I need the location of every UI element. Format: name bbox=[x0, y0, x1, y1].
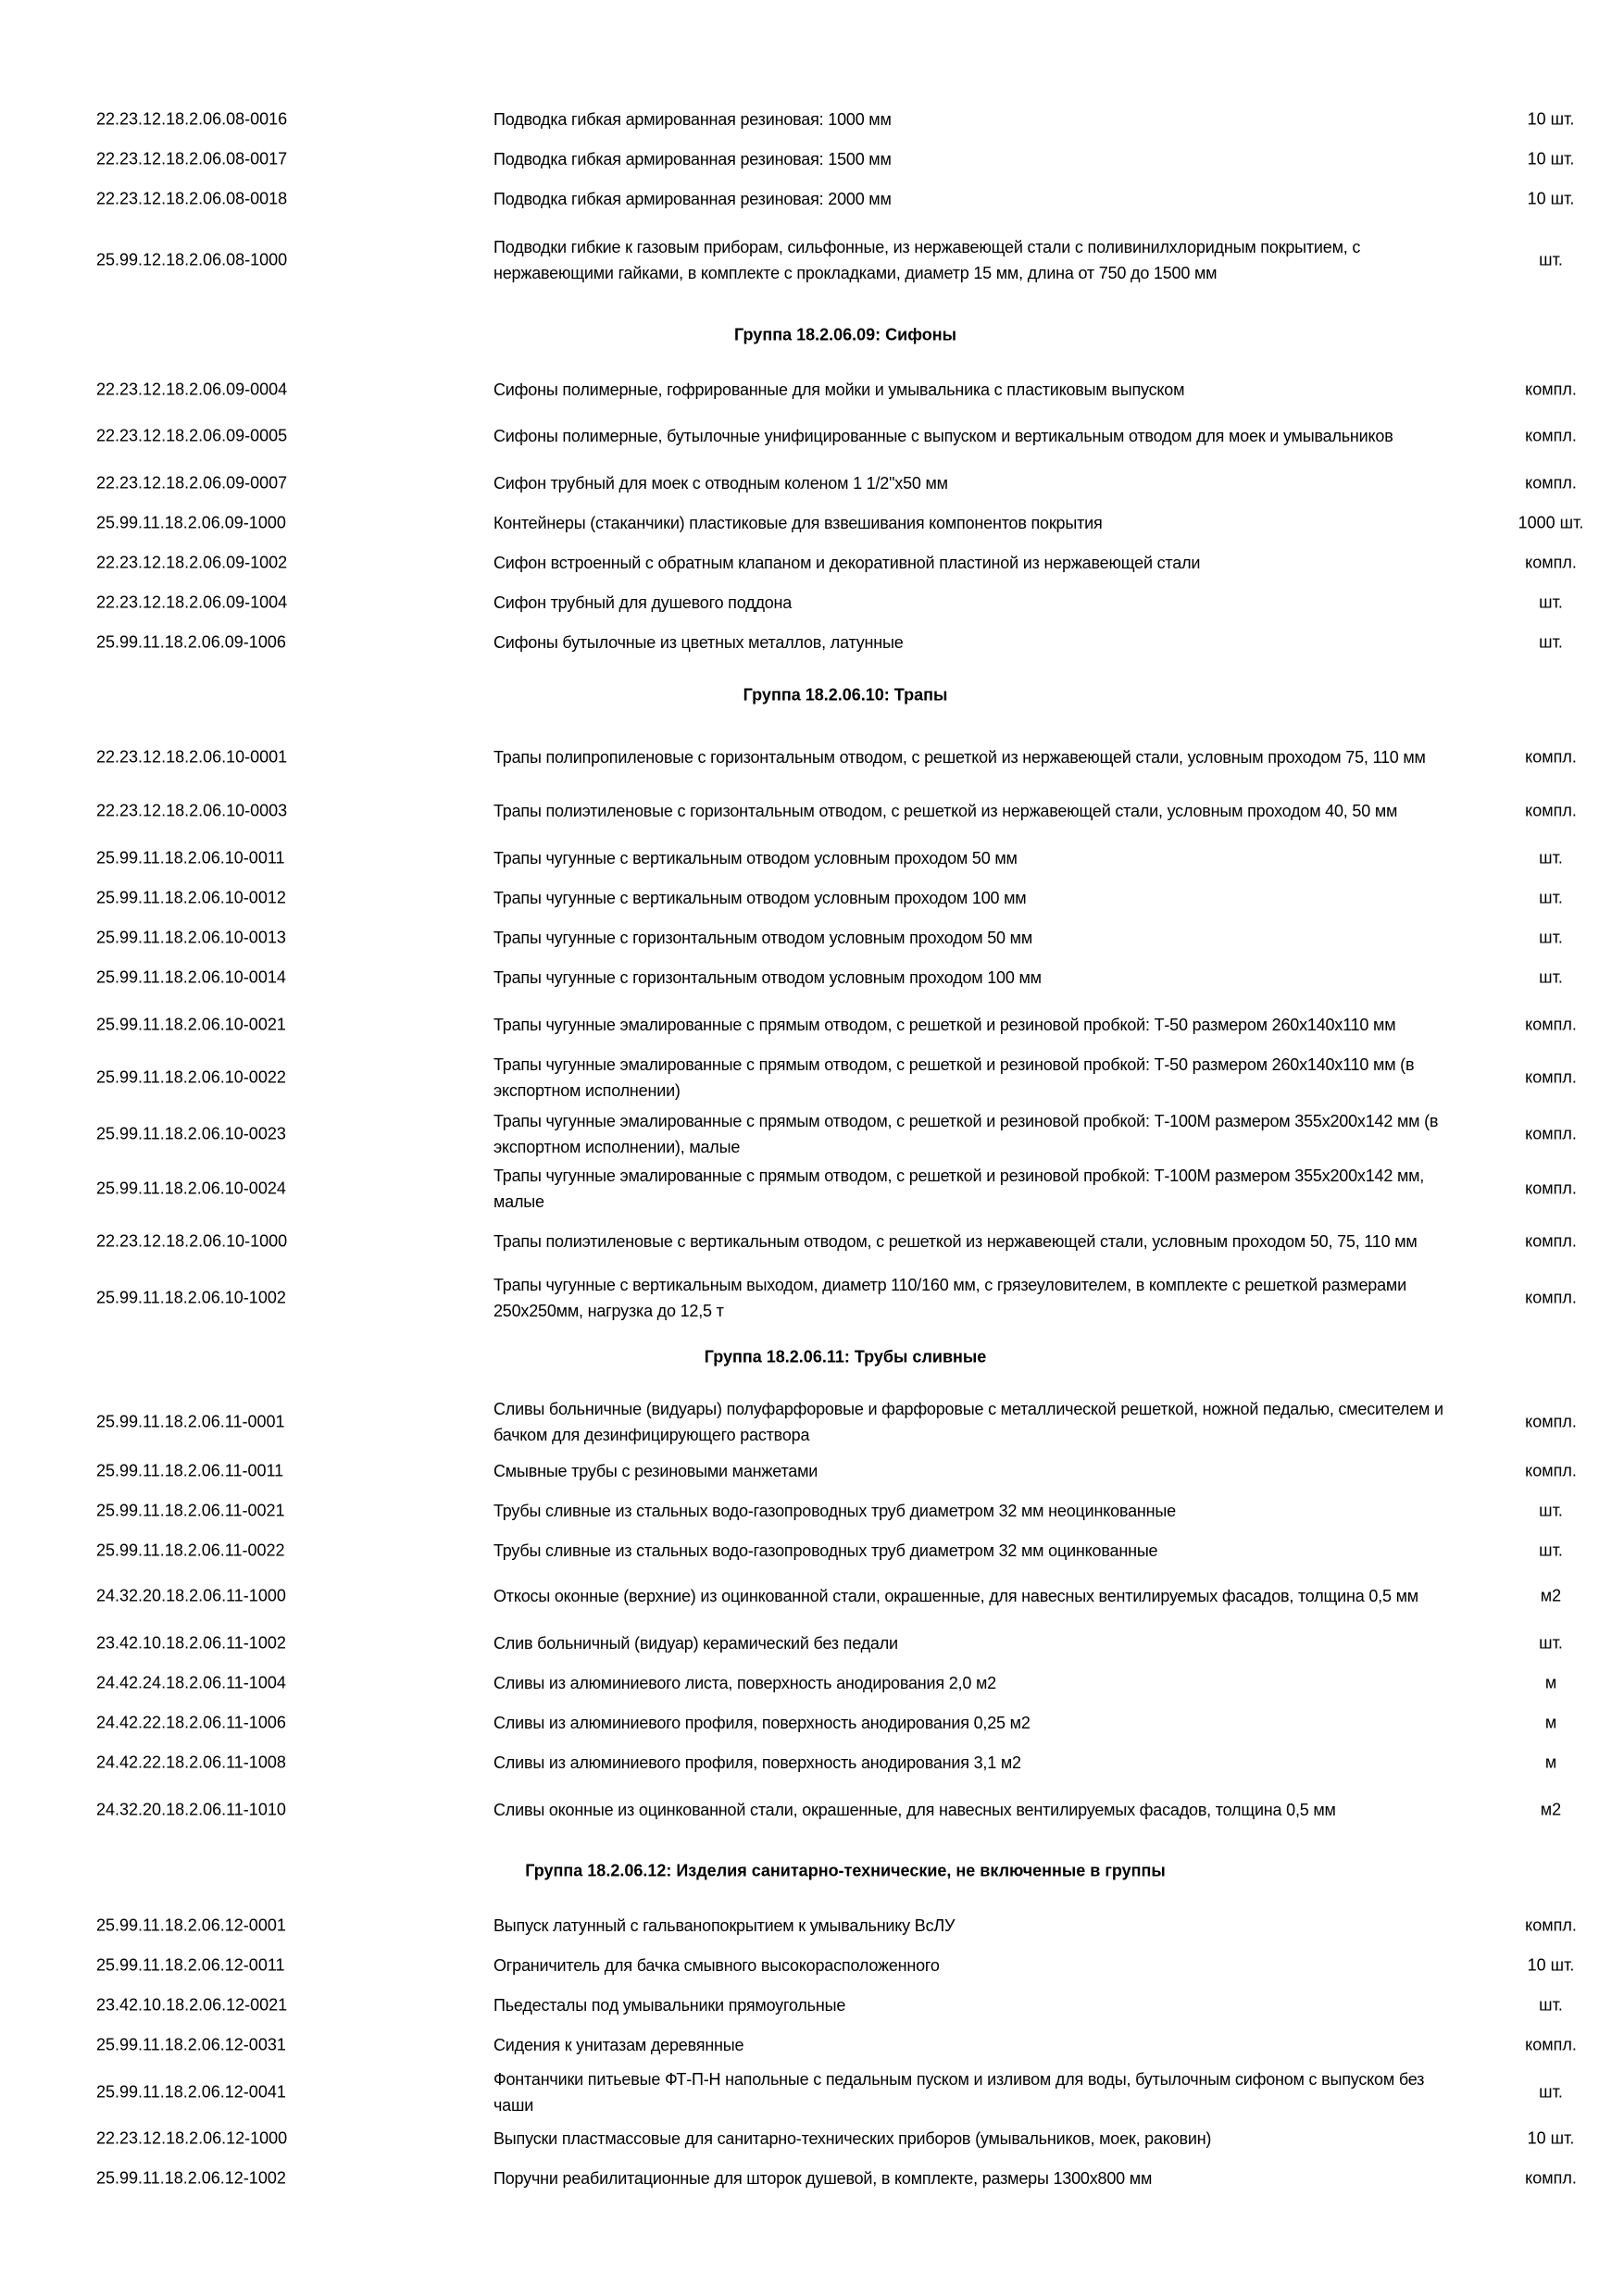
item-code: 24.42.22.18.2.06.11-1006 bbox=[96, 1713, 286, 1732]
item-code: 25.99.11.18.2.06.11-0001 bbox=[96, 1412, 285, 1431]
item-description: Подводка гибкая армированная резиновая: 2000 мм bbox=[493, 190, 892, 208]
item-code: 22.23.12.18.2.06.08-0018 bbox=[96, 189, 288, 208]
item-code: 25.99.11.18.2.06.09-1000 bbox=[96, 513, 286, 532]
item-description: Сливы больничные (видуары) полуфарфоровые и фарфоровые с металлической решеткой, ножной педалью, смесителем и бачком для дезинфицирующего раствора bbox=[493, 1400, 1443, 1444]
item-unit: шт. bbox=[1539, 888, 1563, 907]
item-description: Откосы оконные (верхние) из оцинкованной стали, окрашенные, для навесных вентилируемых фасадов, толщина 0,5 мм bbox=[493, 1587, 1418, 1605]
item-code: 25.99.11.18.2.06.12-0031 bbox=[96, 2035, 286, 2054]
item-description: Сливы из алюминиевого профиля, поверхность анодирования 3,1 м2 bbox=[493, 1753, 1021, 1772]
item-unit: компл. bbox=[1525, 2035, 1577, 2054]
group-heading: Группа 18.2.06.12: Изделия санитарно-технические, не включенные в группы bbox=[525, 1861, 1166, 1880]
table-row bbox=[0, 2137, 1624, 2220]
item-code: 24.32.20.18.2.06.11-1000 bbox=[96, 1586, 286, 1605]
item-code: 23.42.10.18.2.06.12-0021 bbox=[96, 1995, 288, 2015]
table-row bbox=[0, 601, 1624, 684]
item-unit: 10 шт. bbox=[1527, 2128, 1575, 2148]
item-description: Выпуск латунный с гальванопокрытием к умывальнику ВсЛУ bbox=[493, 1916, 956, 1935]
item-description: Трапы чугунные эмалированные с прямым отводом, с решеткой и резиновой пробкой: Т-50 размером 260х140х110 мм (в экспортном исполнении) bbox=[493, 1055, 1415, 1100]
item-description: Трапы чугунные с вертикальным выходом, диаметр 110/160 мм, с грязеуловителем, в комплекте с решеткой размерами 250х250мм, нагрузка до 12,5 т bbox=[493, 1276, 1406, 1320]
item-description: Трапы чугунные эмалированные с прямым отводом, с решеткой и резиновой пробкой: Т-100М размером 355х200х142 мм (в экспортном исполнении), малые bbox=[493, 1112, 1439, 1156]
item-description: Фонтанчики питьевые ФТ-П-Н напольные с педальным пуском и изливом для воды, бутылочным сифоном с выпуском без чаши bbox=[493, 2070, 1425, 2115]
item-description: Пьедесталы под умывальники прямоугольные bbox=[493, 1996, 846, 2015]
item-code: 25.99.11.18.2.06.09-1006 bbox=[96, 632, 286, 652]
item-code: 22.23.12.18.2.06.12-1000 bbox=[96, 2128, 288, 2148]
item-code: 25.99.11.18.2.06.10-1002 bbox=[96, 1288, 286, 1307]
item-description: Сидения к унитазам деревянные bbox=[493, 2036, 744, 2054]
item-description: Контейнеры (стаканчики) пластиковые для взвешивания компонентов покрытия bbox=[493, 514, 1103, 532]
item-unit: 10 шт. bbox=[1527, 189, 1575, 208]
item-description: Трапы полиэтиленовые с вертикальным отводом, с решеткой из нержавеющей стали, условным проходом 50, 75, 110 мм bbox=[493, 1232, 1418, 1251]
item-code: 25.99.11.18.2.06.11-0011 bbox=[96, 1461, 284, 1480]
item-code: 25.99.11.18.2.06.10-0012 bbox=[96, 888, 286, 907]
item-unit: компл. bbox=[1525, 473, 1577, 493]
item-unit: шт. bbox=[1539, 2082, 1563, 2102]
item-unit: компл. bbox=[1525, 1231, 1577, 1251]
item-unit: шт. bbox=[1539, 1995, 1563, 2015]
item-code: 22.23.12.18.2.06.10-1000 bbox=[96, 1231, 288, 1251]
item-unit: компл. bbox=[1525, 747, 1577, 767]
item-description: Подводка гибкая армированная резиновая: 1000 мм bbox=[493, 110, 892, 129]
item-code: 22.23.12.18.2.06.09-1004 bbox=[96, 593, 288, 612]
item-unit: м bbox=[1544, 1753, 1557, 1772]
item-unit: м bbox=[1544, 1713, 1557, 1732]
item-description: Сливы из алюминиевого профиля, поверхность анодирования 0,25 м2 bbox=[493, 1714, 1031, 1732]
item-unit: компл. bbox=[1525, 1915, 1577, 1935]
item-code: 25.99.12.18.2.06.08-1000 bbox=[96, 250, 288, 269]
item-unit: шт. bbox=[1539, 848, 1563, 867]
item-description: Поручни реабилитационные для шторок душевой, в комплекте, размеры 1300х800 мм bbox=[493, 2169, 1153, 2188]
item-description: Трапы чугунные с вертикальным отводом условным проходом 50 мм bbox=[493, 849, 1018, 867]
item-unit: 10 шт. bbox=[1527, 1955, 1575, 1975]
item-description: Подводка гибкая армированная резиновая: 1500 мм bbox=[493, 150, 892, 168]
item-description: Трапы чугунные с вертикальным отводом условным проходом 100 мм bbox=[493, 889, 1027, 907]
item-code: 22.23.12.18.2.06.08-0016 bbox=[96, 109, 288, 129]
item-code: 24.42.24.18.2.06.11-1004 bbox=[96, 1673, 286, 1692]
group-heading: Группа 18.2.06.11: Трубы сливные bbox=[704, 1347, 987, 1366]
item-unit: 10 шт. bbox=[1527, 149, 1575, 168]
item-description: Трапы чугунные с горизонтальным отводом условным проходом 50 мм bbox=[493, 929, 1032, 947]
item-description: Трапы чугунные эмалированные с прямым отводом, с решеткой и резиновой пробкой: Т-50 размером 260х140х110 мм bbox=[493, 1016, 1396, 1034]
item-description: Ограничитель для бачка смывного высокорасположенного bbox=[493, 1956, 940, 1975]
item-code: 25.99.11.18.2.06.12-0001 bbox=[96, 1915, 286, 1935]
item-unit: шт. bbox=[1539, 1501, 1563, 1520]
item-code: 22.23.12.18.2.06.10-0001 bbox=[96, 747, 288, 767]
table-row bbox=[0, 218, 1624, 302]
item-unit: шт. bbox=[1539, 593, 1563, 612]
item-description: Трапы чугунные эмалированные с прямым отводом, с решеткой и резиновой пробкой: Т-100М размером 355х200х142 мм, малые bbox=[493, 1167, 1425, 1211]
item-unit: шт. bbox=[1539, 1633, 1563, 1653]
item-unit: компл. bbox=[1525, 1288, 1577, 1307]
item-unit: компл. bbox=[1525, 1067, 1577, 1087]
item-unit: компл. bbox=[1525, 426, 1577, 445]
item-unit: компл. bbox=[1525, 1412, 1577, 1431]
item-unit: м2 bbox=[1540, 1586, 1562, 1605]
item-description: Трапы полиэтиленовые с горизонтальным отводом, с решеткой из нержавеющей стали, условным проходом 40, 50 мм bbox=[493, 802, 1398, 820]
item-description: Трапы чугунные с горизонтальным отводом условным проходом 100 мм bbox=[493, 968, 1042, 987]
item-unit: компл. bbox=[1525, 2168, 1577, 2188]
item-unit: компл. bbox=[1525, 380, 1577, 399]
item-code: 25.99.11.18.2.06.10-0023 bbox=[96, 1124, 286, 1143]
item-description: Сифоны полимерные, бутылочные унифицированные с выпуском и вертикальным отводом для моек и умывальников bbox=[493, 427, 1393, 445]
group-heading: Группа 18.2.06.10: Трапы bbox=[743, 685, 948, 705]
item-code: 22.23.12.18.2.06.08-0017 bbox=[96, 149, 288, 168]
item-unit: шт. bbox=[1539, 250, 1563, 269]
item-code: 22.23.12.18.2.06.09-0007 bbox=[96, 473, 288, 493]
item-unit: м2 bbox=[1540, 1800, 1562, 1819]
item-code: 22.23.12.18.2.06.09-0004 bbox=[96, 380, 288, 399]
item-unit: компл. bbox=[1525, 801, 1577, 820]
item-code: 22.23.12.18.2.06.09-0005 bbox=[96, 426, 288, 445]
item-unit: компл. bbox=[1525, 1461, 1577, 1480]
table-row bbox=[0, 1768, 1624, 1852]
item-code: 25.99.11.18.2.06.10-0013 bbox=[96, 928, 286, 947]
item-description: Сливы оконные из оцинкованной стали, окрашенные, для навесных вентилируемых фасадов, толщина 0,5 мм bbox=[493, 1801, 1336, 1819]
item-unit: компл. bbox=[1525, 1015, 1577, 1034]
item-description: Сливы из алюминиевого листа, поверхность анодирования 2,0 м2 bbox=[493, 1674, 996, 1692]
item-description: Сифон трубный для моек с отводным коленом 1 1/2"х50 мм bbox=[493, 474, 948, 493]
item-description: Трубы сливные из стальных водо-газопроводных труб диаметром 32 мм оцинкованные bbox=[493, 1541, 1158, 1560]
item-code: 22.23.12.18.2.06.09-1002 bbox=[96, 553, 288, 572]
item-description: Сифон встроенный с обратным клапаном и декоративной пластиной из нержавеющей стали bbox=[493, 554, 1201, 572]
item-unit: шт. bbox=[1539, 1541, 1563, 1560]
group-heading: Группа 18.2.06.09: Сифоны bbox=[734, 325, 956, 344]
item-code: 25.99.11.18.2.06.12-1002 bbox=[96, 2168, 286, 2188]
item-code: 24.32.20.18.2.06.11-1010 bbox=[96, 1800, 286, 1819]
item-code: 25.99.11.18.2.06.12-0041 bbox=[96, 2082, 286, 2102]
item-description: Трубы сливные из стальных водо-газопроводных труб диаметром 32 мм неоцинкованные bbox=[493, 1502, 1176, 1520]
item-code: 25.99.11.18.2.06.10-0011 bbox=[96, 848, 285, 867]
item-description: Сифон трубный для душевого поддона bbox=[493, 593, 793, 612]
item-code: 25.99.11.18.2.06.10-0021 bbox=[96, 1015, 286, 1034]
item-unit: компл. bbox=[1525, 553, 1577, 572]
item-code: 22.23.12.18.2.06.10-0003 bbox=[96, 801, 288, 820]
item-unit: шт. bbox=[1539, 967, 1563, 987]
item-description: Сифоны бутылочные из цветных металлов, латунные bbox=[493, 633, 904, 652]
item-description: Сифоны полимерные, гофрированные для мойки и умывальника с пластиковым выпуском bbox=[493, 381, 1185, 399]
item-description: Трапы полипропиленовые с горизонтальным отводом, с решеткой из нержавеющей стали, условным проходом 75, 110 мм bbox=[493, 748, 1426, 767]
item-code: 25.99.11.18.2.06.10-0024 bbox=[96, 1179, 286, 1198]
item-description: Подводки гибкие к газовым приборам, сильфонные, из нержавеющей стали с поливинилхлоридным покрытием, с нержавеющими гайками, в комплекте с прокладками, диаметр 15 мм, длина от 750 до 1500 мм bbox=[493, 238, 1361, 282]
item-code: 24.42.22.18.2.06.11-1008 bbox=[96, 1753, 286, 1772]
item-code: 25.99.11.18.2.06.11-0021 bbox=[96, 1501, 285, 1520]
item-unit: компл. bbox=[1525, 1179, 1577, 1198]
item-unit: компл. bbox=[1525, 1124, 1577, 1143]
item-code: 25.99.11.18.2.06.10-0022 bbox=[96, 1067, 286, 1087]
item-code: 25.99.11.18.2.06.12-0011 bbox=[96, 1955, 285, 1975]
item-code: 25.99.11.18.2.06.10-0014 bbox=[96, 967, 286, 987]
item-unit: м bbox=[1544, 1673, 1557, 1692]
item-description: Слив больничный (видуар) керамический без педали bbox=[493, 1634, 898, 1653]
item-unit: шт. bbox=[1539, 632, 1563, 652]
item-unit: 1000 шт. bbox=[1518, 513, 1584, 532]
item-unit: 10 шт. bbox=[1527, 109, 1575, 129]
item-code: 23.42.10.18.2.06.11-1002 bbox=[96, 1633, 286, 1653]
item-code: 25.99.11.18.2.06.11-0022 bbox=[96, 1541, 285, 1560]
item-description: Выпуски пластмассовые для санитарно-технических приборов (умывальников, моек, раковин) bbox=[493, 2129, 1212, 2148]
item-description: Смывные трубы с резиновыми манжетами bbox=[493, 1462, 818, 1480]
item-unit: шт. bbox=[1539, 928, 1563, 947]
table-row bbox=[0, 1256, 1624, 1340]
